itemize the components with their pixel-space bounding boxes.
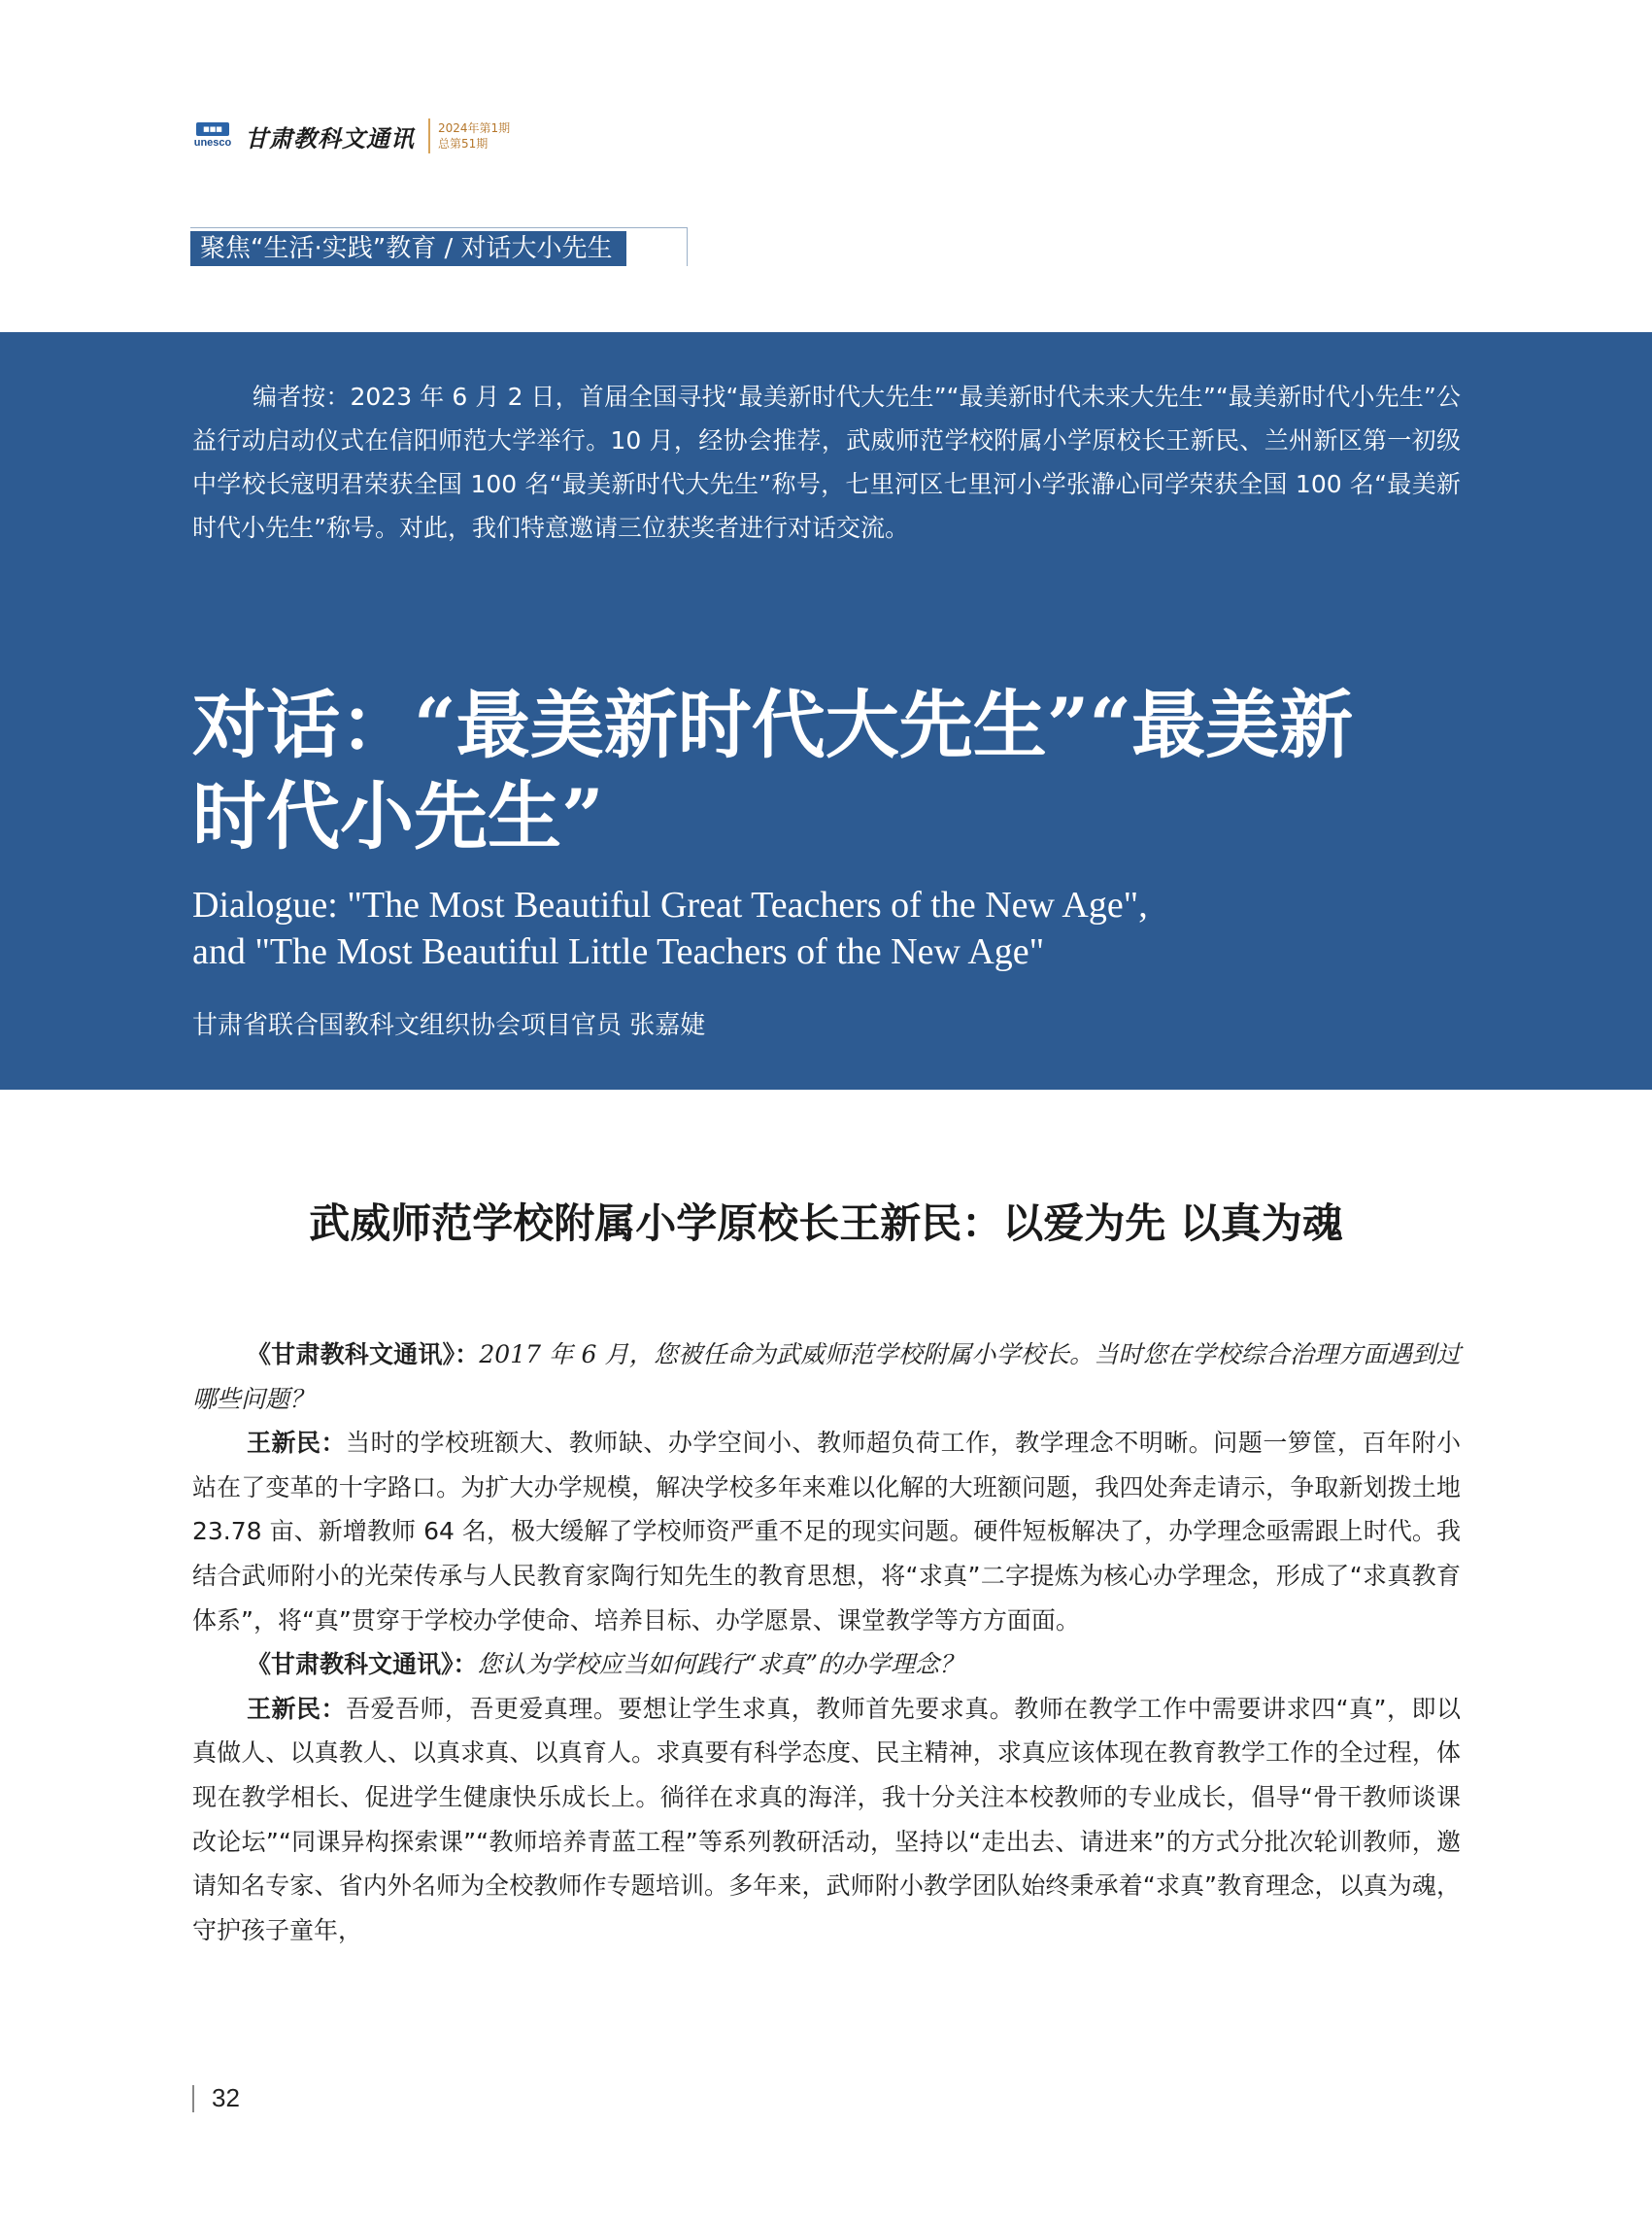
paragraph-3	[192, 1642, 1461, 1687]
editor-note: 编者按：2023 年 6 月 2 日，首届全国寻找“最美新时代大先生”“最美新时代未来大先生”“最美新时代小先生”公益行动启动仪式在信阳师范大学举行。10 月，经协会推荐，武威师范学校附属小学原校长王新民、兰州新区第一初级中学校长寇明君荣获全国 100 名“最美新时代大先生”称号，七里河区七里河小学张瀞心同学荣获全国 100 名“最美新时代小先生”称号。对此，我们特意邀请三位获奖者进行对话交流。	[192, 383, 1461, 542]
logo-text: unesco	[193, 137, 232, 149]
issue-year: 2024年第1期	[438, 121, 511, 135]
paragraph-2	[192, 1421, 1461, 1642]
title-zh-line-1: 对话：“最美新时代大先生”“最美新	[192, 682, 1354, 768]
title-zh-line-2: 时代小先生”	[192, 773, 604, 860]
paragraph-1	[192, 1332, 1461, 1421]
answer-text: 吾爱吾师，吾更爱真理。要想让学生求真，教师首先要求真。教师在教学工作中需要讲求四“真”，即以真做人、以真教人、以真求真、以真育人。求真要有科学态度、民主精神，求真应该体现在教育教学工作的全过程，体现在教学相长、促进学生健康快乐成长上。徜徉在求真的海洋，我十分关注本校教师的专业成长，倡导“骨干教师谈课改论坛”“同课异构探索课”“教师培养青蓝工程”等系列教研活动，坚持以“走出去、请进来”的方式分批次轮训教师，邀请知名专家、省内外名师为全校教师作专题培训。多年来，武师附小教学团队始终秉承着“求真”教育理念，以真为魂，守护孩子童年，	[192, 1694, 1461, 1944]
issue-divider	[428, 118, 430, 153]
article-body	[192, 1332, 1461, 1952]
title-en-line-2: and "The Most Beautiful Little Teachers of the New Age"	[192, 931, 1045, 972]
paragraph-4	[192, 1687, 1461, 1953]
question-text: 您认为学校应当如何践行“求真”的办学理念？	[477, 1650, 964, 1679]
section-heading: 武威师范学校附属小学原校长王新民：以爱为先 以真为魂	[309, 1199, 1343, 1247]
article-title-en	[192, 882, 1455, 975]
unesco-logo-icon: ■■■ unesco	[190, 121, 235, 151]
magazine-name: 甘肃教科文通讯	[245, 123, 415, 152]
page-number: 32	[212, 2083, 240, 2112]
page-number-bar	[192, 2085, 194, 2112]
title-en-line-1: Dialogue: "The Most Beautiful Great Teachers of the New Age",	[192, 885, 1148, 926]
author-line: 甘肃省联合国教科文组织协会项目官员 张嘉婕	[192, 1011, 706, 1040]
speaker-label: 《甘肃教科文通讯》：	[247, 1340, 480, 1368]
speaker-label: 王新民：	[247, 1694, 346, 1723]
column-label: 聚焦“生活·实践”教育 / 对话大小先生	[190, 231, 626, 266]
issue-total: 总第51期	[438, 137, 489, 151]
question-text: 2017 年 6 月，您被任命为武威师范学校附属小学校长。当时您在学校综合治理方面遇到过哪些问题？	[192, 1340, 1461, 1413]
answer-text: 当时的学校班额大、教师缺、办学空间小、教师超负荷工作，教学理念不明晰。问题一箩筐，百年附小站在了变革的十字路口。为扩大办学规模，解决学校多年来难以化解的大班额问题，我四处奔走请示，争取新划拨土地 23.78 亩、新增教师 64 名，极大缓解了学校师资严重不足的现实问题。硬件短板解决了，办学理念亟需跟上时代。我结合武师附小的光荣传承与人民教育家陶行知先生的教育思想，将“求真”二字提炼为核心办学理念，形成了“求真教育体系”，将“真”贯穿于学校办学使命、培养目标、办学愿景、课堂教学等方方面面。	[192, 1429, 1461, 1635]
issue-info	[438, 120, 510, 152]
masthead	[190, 117, 510, 155]
speaker-label: 王新民：	[247, 1429, 347, 1458]
article-title-zh	[192, 680, 1474, 862]
column-banner	[190, 227, 688, 266]
speaker-label: 《甘肃教科文通讯》：	[247, 1650, 478, 1679]
